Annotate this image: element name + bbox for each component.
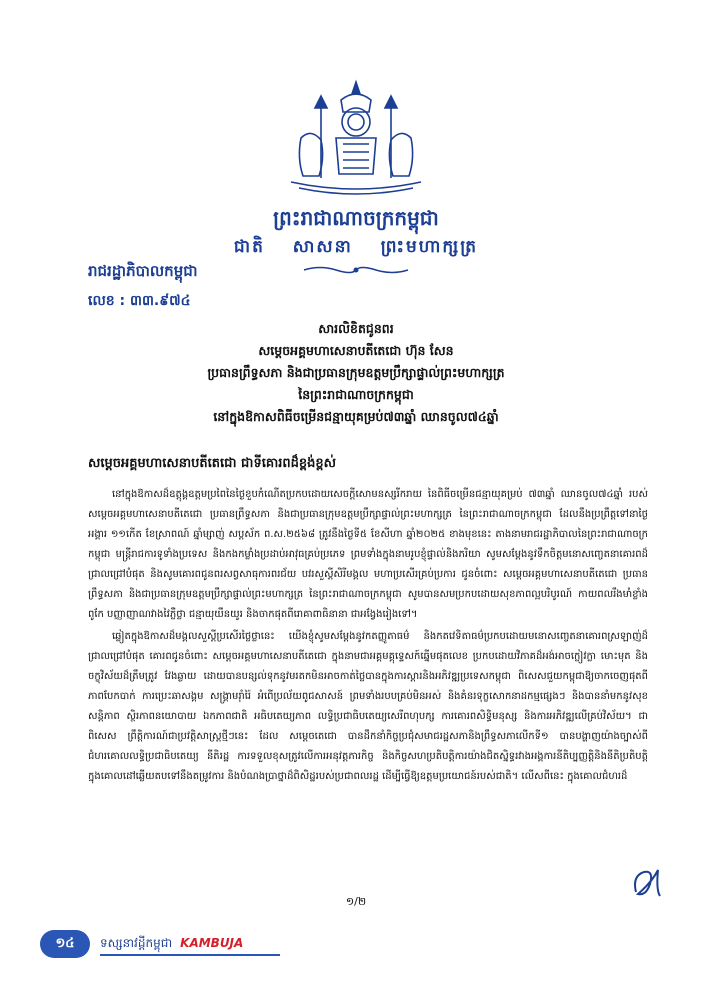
royal-coat-of-arms-emblem [281,78,431,198]
national-motto [0,236,712,261]
reference-number: លេខ : ៣៣.៩៧៤ [88,293,191,309]
title-line: នៅក្នុងឱកាសពិធីចម្រើនជន្មាយុគម្រប់៧៣ឆ្នាំ ឈានចូល៧៤ឆ្នាំ [213,409,499,424]
issue-badge: ១៤ [40,930,90,958]
title-line: នៃព្រះរាជាណាចក្រកម្ពុជា [298,387,414,402]
magazine-brand: KAMBUJA [180,936,244,950]
title-line: សម្ដេចអគ្គមហាសេនាបតីតេជោ ហ៊ុន សែន [258,343,454,358]
footer-rule [100,954,280,956]
page-number: ១/២ [345,895,367,908]
ornament-divider [300,265,412,275]
motto-king: ព្រះមហាក្សត្រ [380,237,479,257]
addressee: សម្ដេចអគ្គមហាសេនាបតីតេជោ ជាទីគោរពដ៏ខ្ពង់ខ្ពស់ [88,456,336,471]
motto-nation: ជាតិ [233,237,265,257]
government-name: រាជរដ្ឋាភិបាលកម្ពុជា [88,262,198,280]
letter-body [88,485,648,789]
title-line: ប្រធានព្រឹទ្ធសភា និងជាប្រធានក្រុមឧត្ដមប្រឹក្សាផ្ទាល់ព្រះមហាក្សត្រ [207,365,505,380]
magazine-footer [100,935,243,953]
title-line: សារលិខិតជូនពរ [318,321,394,336]
letter-titles [40,318,672,428]
magazine-name: ទស្សនាវដ្ដីកម្ពុជា [100,936,173,950]
motto-religion: សាសនា [292,237,353,257]
kingdom-title: ព្រះរាជាណាចក្រកម្ពុជា [273,206,439,230]
paragraph: នៅក្នុងឱកាសដ៏ឧត្ដុង្គឧត្ដមប្រពៃនៃថ្ងៃខួបកំណើតប្រកបដោយសេចក្ដីសោមនស្សរីករាយ នៃពិធីចម្រើនជន្មាយុគម្រប់ ៧៣ឆ្នាំ ឈានចូល៧៤ឆ្នាំ របស់សម្ដេចអគ្គមហាសេនាបតីតេជោ ប្រធានព្រឹទ្ធសភា និងជាប្រធានក្រុមឧត្ដមប្រឹក្សាផ្ទាល់ព្រះមហាក្សត្រ នៃព្រះរាជាណាចក្រកម្ពុជា ដែលនឹងប្រព្រឹត្តទៅនាថ្ងៃអង្គារ ១១កើត ខែស្រាពណ៍ ឆ្នាំម្សាញ់ សប្តស័ក ព.ស.២៥៦៨ ត្រូវនឹងថ្ងៃទី៥ ខែសីហា ឆ្នាំ២០២៥ ខាងមុខនេះ តាងនាមរាជរដ្ឋាភិបាលនៃព្រះរាជាណាចក្រកម្ពុជា មន្ត្រីរាជការទូទាំងប្រទេស និងកងកម្លាំងប្រដាប់អាវុធគ្រប់ប្រភេទ ព្រមទាំងក្នុងនាមរូបខ្ញុំផ្ទាល់និងភរិយា សូមសម្ដែងនូវទឹកចិត្តមនោសញ្ចេតនាគោរពដ៏ជ្រាលជ្រៅបំផុត និងសូមគោរពជូនពរសព្វសាធុការពរជ័យ បវរសួស្ដីសិរីមង្គល មហាប្រសើរគ្រប់ប្រការ ជូនចំពោះ សម្ដេចអគ្គមហាសេនាបតីតេជោ ប្រធានព្រឹទ្ធសភា និងជាប្រធានក្រុមឧត្ដមប្រឹក្សាផ្ទាល់ព្រះមហាក្សត្រ នៃព្រះរាជាណាចក្រកម្ពុជា សូមបានសមប្រកបដោយសុខភាពល្អបរិបូរណ៍ កាយពលរឹងមាំខ្លាំងពូកែ បញ្ញាញាណវាងវៃភ្លឺថ្លា ជន្មាយុយឺនយូរ និងចាកផុតពីរោគាពាធិនានា ជាអង្វែងរៀងទៅ។ [88,489,648,620]
paragraph: ឆ្លៀតក្នុងឱកាសដ៏មង្គលសួស្ដីប្រសើរថ្លៃថ្លានេះ យើងខ្ញុំសូមសម្ដែងនូវកតញ្ញូតាធម៌ និងកតវេទិតាធម៌ប្រកបដោយមនោសញ្ចេតនាគោរពស្រឡាញ់ដ៏ជ្រាលជ្រៅបំផុត គោរពជូនចំពោះ សម្ដេចអគ្គមហាសេនាបតីតេជោ ក្នុងនាមជាអគ្គមគ្គុទ្ទេសក៍ឆ្នើមផុតលេខ ប្រកបដោយវិភាគដ៏អង់អាចក្លៀវក្លា មោះមុត និងចក្ខុវិស័យដ៏ត្រឹមត្រូវ វែងឆ្ងាយ ដោយបានបន្សល់ទុកនូវមរតកមិនអាចកាត់ថ្លៃបានក្នុងការស្ដារនិងអភិវឌ្ឍប្រទេសកម្ពុជា ពិសេសជួយកម្ពុជាឱ្យចាកចេញផុតពីភាពបែកបាក់ ការប្រេះឆាសង្គម សង្គ្រាមរ៉ាំរ៉ៃ អំពើប្រល័យពូជសាសន៍ ព្រមទាំងរបបគ្រប់មិនអស់ និងគំនរទុក្ខសោកនាដកម្មផ្សេងៗ និងបាននាំមកនូវសុខសន្តិភាព ស្ថិរភាពនយោបាយ ឯកភាពជាតិ អធិបតេយ្យភាព លទ្ធិប្រជាធិបតេយ្យសេរីពហុបក្ស ការគោរពសិទ្ធិមនុស្ស និងការអភិវឌ្ឍលើគ្រប់វិស័យ។ ជាពិសេស ព្រឹត្តិការណ៍ជាប្រវត្តិសាស្ត្រថ្មីៗនេះ ដែល សម្ដេចតេជោ បានដឹកនាំកិច្ចប្រជុំសមាជរដ្ឋសភានិងព្រឹទ្ធសភាលើកទី១ បានបង្ហាញយ៉ាងច្បាស់ពីជំហរគោលលទ្ធិប្រជាធិបតេយ្យ នីតិរដ្ឋ ការទទួលខុសត្រូវលើការអនុវត្តភារកិច្ច និងកិច្ចសហប្រតិបត្តិការយ៉ាងជិតស្និទ្ធរវាងអង្គការនីតិប្បញ្ញត្តិនិងនីតិប្រតិបត្តិ ក្នុងគោលដៅឆ្លើយតបទៅនឹងតម្រូវការ និងបំណងប្រាថ្នាដ៏ពិសិដ្ឋរបស់ប្រជាពលរដ្ឋ ដើម្បីធ្វើឱ្យឧត្តមប្រយោជន៍របស់ជាតិ។ លើសពីនេះ ក្នុងគោលជំហរដ៏ [88,631,648,782]
